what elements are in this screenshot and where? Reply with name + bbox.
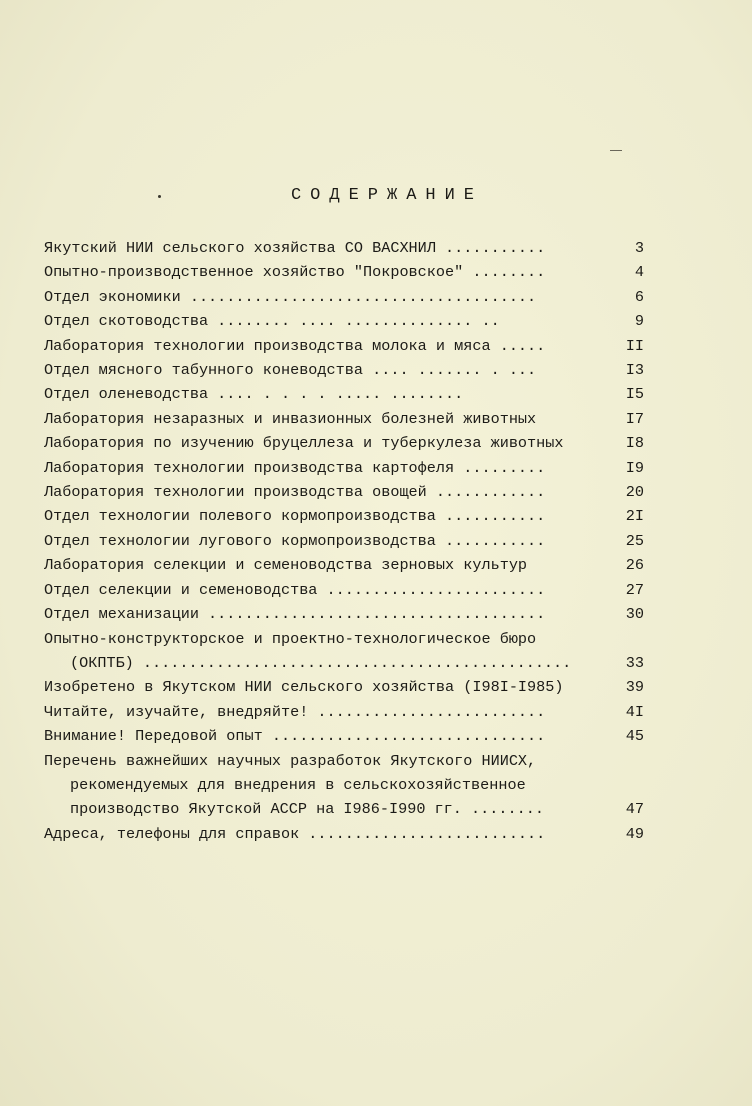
toc-entry-text: Адреса, телефоны для справок .......................... [44,824,546,843]
toc-entry-text: Отдел оленеводства .... . . . . ..... ........ [44,385,464,404]
toc-page-number: I5 [625,385,644,404]
table-of-contents [44,236,644,846]
toc-page-number: II [625,336,644,355]
toc-entry-text: Внимание! Передовой опыт .............................. [44,727,546,746]
toc-entry-line [44,553,644,577]
toc-entry-line [44,675,644,699]
toc-page-number: 27 [625,580,644,599]
toc-page-number: 26 [625,556,644,575]
toc-entry-line [44,260,644,284]
page-title: СОДЕРЖАНИЕ [290,186,484,205]
toc-page-number: 4I [625,702,644,721]
toc-entry-line [44,529,644,553]
toc-entry-text: рекомендуемых для внедрения в сельскохозяйственное [70,775,526,794]
toc-entry-text: (ОКПТБ) ............................................... [70,653,572,672]
toc-entry-line [44,822,644,846]
toc-entry-line [44,724,644,748]
toc-entry-text: Перечень важнейших научных разработок Якутского НИИСХ, [44,751,537,770]
toc-entry-line [44,358,644,382]
toc-entry-text: Якутский НИИ сельского хозяйства СО ВАСХНИЛ ........... [44,239,546,257]
toc-page-number: 25 [625,531,644,550]
toc-page-number: 4 [634,263,644,282]
toc-entry-text: Отдел технологии лугового кормопроизводства ........... [44,531,546,550]
toc-page-number: 45 [625,727,644,746]
toc-page-number: 49 [625,824,644,843]
toc-entry-text: Отдел технологии полевого кормопроизводства ........... [44,507,546,526]
toc-entry-line [44,285,644,309]
scan-mark [610,150,622,151]
toc-page-number: 39 [625,678,644,697]
toc-entry-line [44,504,644,528]
toc-entry-line [44,480,644,504]
toc-entry-text: Опытно-производственное хозяйство "Покровское" ........ [44,263,546,282]
toc-entry-text: Отдел механизации ..................................... [44,605,546,624]
toc-entry-line [44,749,644,773]
toc-entry-line [44,578,644,602]
toc-entry-line [44,456,644,480]
toc-entry-line [44,627,644,651]
toc-entry-text: Лаборатория незаразных и инвазионных болезней животных [44,409,537,428]
toc-entry-line [44,382,644,406]
toc-page-number: 6 [634,287,644,306]
toc-entry-line [44,602,644,626]
toc-entry-line [44,236,644,260]
toc-page-number: 47 [625,800,644,819]
toc-page-number: 33 [625,653,644,672]
toc-entry-text: Лаборатория технологии производства овощей ............ [44,483,546,502]
toc-page-number: 2I [625,507,644,526]
toc-entry-line [44,773,644,797]
toc-entry-line [44,651,644,675]
toc-page-number: I8 [625,434,644,453]
toc-page-number: 20 [625,483,644,502]
toc-entry-text: Отдел экономики ...................................... [44,287,537,306]
toc-entry-line [44,431,644,455]
toc-entry-text: Отдел селекции и семеноводства ........................ [44,580,546,599]
toc-entry-text: Отдел скотоводства ........ .... .............. .. [44,312,500,331]
toc-entry-text: Читайте, изучайте, внедряйте! ......................... [44,702,546,721]
toc-entry-text: Лаборатория технологии производства молока и мяса ..... [44,336,546,355]
toc-entry-text: производство Якутской АССР на I986-I990 гг. ........ [70,800,544,819]
toc-entry-text: Лаборатория селекции и семеноводства зерновых культур [44,556,528,575]
toc-entry-text: Опытно-конструкторское и проектно-технологическое бюро [44,629,537,648]
toc-entry-text: Отдел мясного табунного коневодства .... ....... . ... [44,361,537,380]
toc-entry-line [44,407,644,431]
toc-entry-text: Лаборатория по изучению бруцеллеза и туберкулеза животных [44,434,564,453]
toc-entry-text: Лаборатория технологии производства картофеля ......... [44,458,546,477]
toc-page-number: I7 [625,409,644,428]
toc-page-number: I3 [625,361,644,380]
toc-page-number: 3 [634,239,644,257]
toc-entry-line [44,334,644,358]
toc-page-number: 30 [625,605,644,624]
toc-entry-line [44,700,644,724]
toc-entry-text: Изобретено в Якутском НИИ сельского хозяйства (I98I-I985) [44,678,564,697]
toc-page-number: 9 [634,312,644,331]
toc-page-number: I9 [625,458,644,477]
toc-entry-line [44,309,644,333]
toc-entry-line [44,797,644,821]
